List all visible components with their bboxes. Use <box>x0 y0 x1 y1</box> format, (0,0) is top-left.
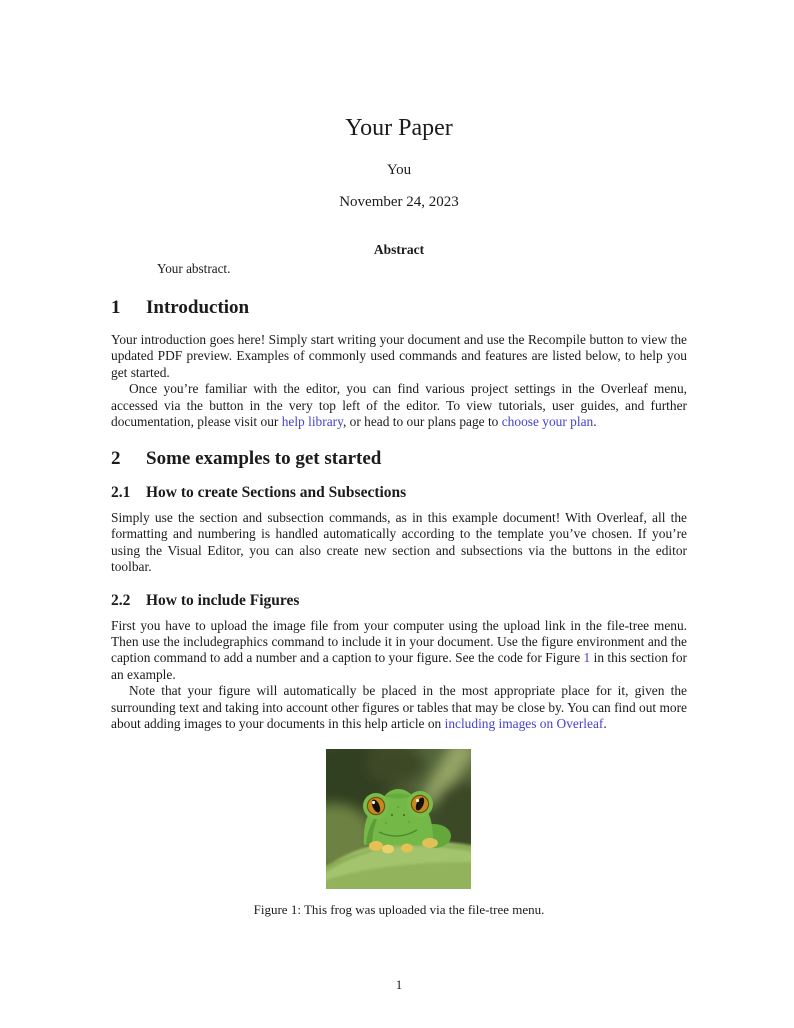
intro-p2-text-2: , or head to our plans page to <box>342 414 502 430</box>
subsection-2-1-title: How to create Sections and Subsections <box>146 484 407 501</box>
subsection-2-2-title: How to include Figures <box>146 591 300 609</box>
subsection-2-1-heading <box>111 484 687 502</box>
figures-p1-text-2: in this section for an example. <box>111 650 687 682</box>
figure-1 <box>326 749 471 889</box>
section-1-title: Introduction <box>146 297 250 318</box>
paper-author: You <box>386 162 412 178</box>
paper-title: Your Paper <box>345 115 453 141</box>
intro-p2-text-1: Once you’re familiar with the editor, you can find various project settings in the Overleaf menu, accessed via the button in the very top left of the editor. To view tutorials, user guides, and further documentation, please visit our <box>111 381 687 430</box>
section-2-title: Some examples to get started <box>146 448 382 469</box>
paper-date: November 24, 2023 <box>339 194 459 210</box>
figures-paragraph-1 <box>111 618 687 684</box>
section-2-number: 2 <box>111 448 121 469</box>
figures-p1-text-1: First you have to upload the image file from your computer using the upload link in the file-tree menu. Then use the includegraphics command to include it in your document. Use the figure environment and the caption command to add a number and a caption to your figure. See the code for Figure <box>111 617 687 666</box>
section-examples <box>111 448 687 732</box>
intro-paragraph-2 <box>111 381 687 430</box>
frog-photo-image <box>326 749 471 889</box>
intro-p2-text-3: . <box>593 414 597 430</box>
section-introduction <box>111 297 687 430</box>
figure-1-caption: Figure 1: This frog was uploaded via the file-tree menu. <box>253 902 545 917</box>
page-number: 1 <box>395 977 403 992</box>
subsection-2-2-number: 2.2 <box>111 591 131 609</box>
figures-paragraph-2 <box>111 683 687 732</box>
abstract-heading: Abstract <box>373 242 425 257</box>
intro-paragraph-1: Your introduction goes here! Simply start writing your document and use the Recompile button to view the updated PDF preview. Examples of commonly used commands and features are listed below, to help you get started. <box>111 332 687 380</box>
figures-p2-text-1: Note that your figure will automatically be placed in the most appropriate place for it, given the surrounding text and taking into account other figures or tables that may be close by. You can find out more about adding images to your documents in this help article on <box>111 683 687 732</box>
including-images-link[interactable]: including images on Overleaf <box>444 716 604 732</box>
choose-your-plan-link[interactable]: choose your plan <box>501 414 594 430</box>
figures-p2-text-2: . <box>603 716 607 732</box>
sections-paragraph: Simply use the section and subsection commands, as in this example document! With Overleaf, all the formatting and numbering is handled automatically according to the template you’ve chosen. If you’re using the Visual Editor, you can also create new section and subsections via the buttons in the editor toolbar. <box>111 510 687 575</box>
abstract-text: Your abstract. <box>157 261 231 276</box>
section-2-heading <box>111 448 687 470</box>
section-1-heading <box>111 297 687 319</box>
figure-1-reference-link[interactable]: 1 <box>583 650 591 666</box>
subsection-2-1-number: 2.1 <box>111 484 131 501</box>
help-library-link[interactable]: help library <box>281 414 343 430</box>
subsection-2-2-heading <box>111 592 687 610</box>
section-1-number: 1 <box>111 297 121 318</box>
